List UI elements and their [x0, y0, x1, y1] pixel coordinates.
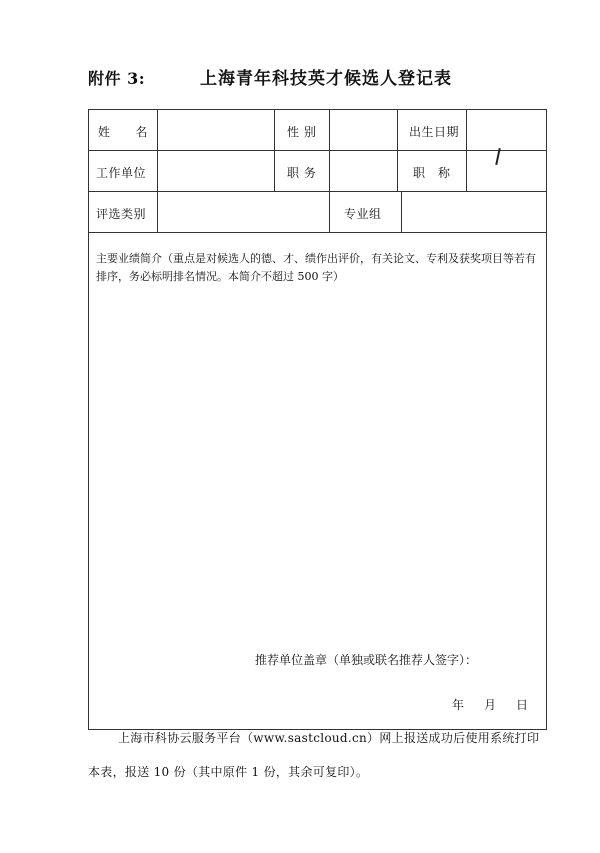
category-field[interactable] [160, 205, 325, 225]
professional-title-field[interactable] [469, 164, 543, 184]
col-divider [401, 191, 402, 232]
attachment-label: 附件 3: [88, 69, 146, 88]
specialty-group-label: 专业组 [344, 207, 382, 221]
summary-instructions: （重点是对候选人的德、才、绩作出评价，有关论文、专利及获奖项目等若有排序，务必标明排名情况。本简介不超过 500 字） [96, 252, 536, 283]
category-label: 评选类别 [96, 207, 147, 221]
col-divider [466, 109, 467, 191]
col-divider [274, 109, 275, 191]
work-unit-label: 工作单位 [96, 166, 147, 180]
signature-date [452, 696, 548, 713]
specialty-group-field[interactable] [404, 205, 543, 225]
gender-label: 性 别 [287, 125, 317, 139]
summary-heading: 主要业绩简介 [96, 252, 162, 265]
col-divider [157, 109, 158, 232]
professional-title-label: 职 称 [413, 166, 451, 180]
footnote-line-1: 上海市科协云服务平台（www.sastcloud.cn）网上报送成功后使用系统打印 [118, 731, 540, 745]
col-divider [329, 109, 330, 232]
form-title: 上海青年科技英才候选人登记表 [200, 69, 452, 89]
work-unit-field[interactable] [160, 164, 270, 184]
date-year: 年 [452, 698, 465, 712]
name-label: 姓 名 [98, 125, 149, 139]
name-field[interactable] [160, 123, 270, 143]
signature-label: 推荐单位盖章（单独或联名推荐人签字）： [255, 653, 478, 667]
position-label: 职 务 [287, 166, 317, 180]
birth-date-label: 出生日期 [409, 125, 460, 139]
date-day: 日 [516, 698, 529, 712]
summary-section[interactable] [96, 250, 536, 286]
gender-field[interactable] [332, 123, 394, 143]
col-divider [397, 109, 398, 191]
position-field[interactable] [332, 164, 394, 184]
row-divider [88, 232, 547, 233]
date-month: 月 [484, 698, 497, 712]
birth-date-field[interactable] [469, 123, 543, 143]
footnote-line-2: 本表，报送 10 份（其中原件 1 份，其余可复印）。 [88, 765, 369, 779]
